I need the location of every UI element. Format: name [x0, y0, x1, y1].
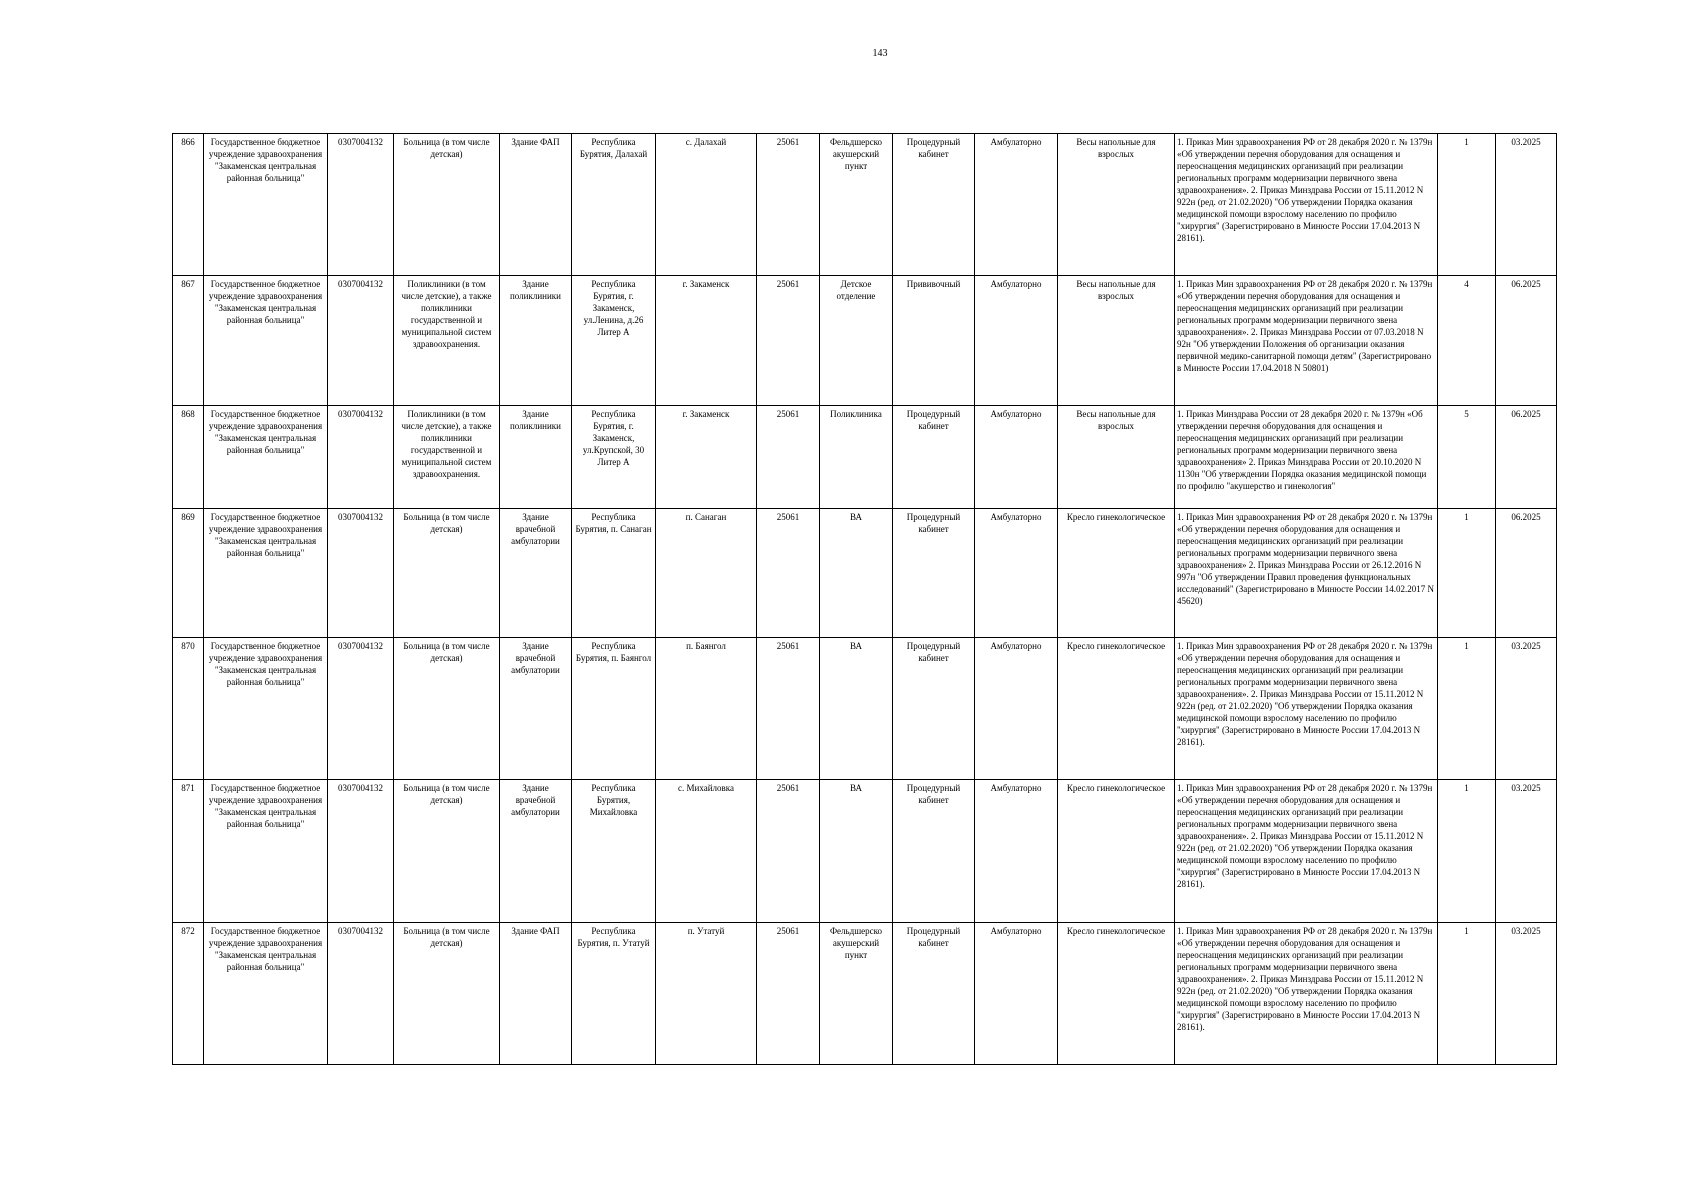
oktmo-code-cell: 25061 [757, 923, 820, 1065]
locality-cell: г. Закаменск [656, 276, 757, 406]
legal-basis-cell: 1. Приказ Мин здравоохранения РФ от 28 декабря 2020 г. № 1379н «Об утверждении перечня оборудования для оснащения и переоснащения медицинских организаций при реализации региональных программ модернизации первичного звена здравоохранения». 2. Приказ Минздрава России от 15.11.2012 N 922н (ред. от 21.02.2020) "Об утверждении Порядка оказания медицинской помощи взрослому населению по профилю "хирургия" (Зарегистрировано в Минюсте России 17.04.2013 N 28161). [1175, 923, 1438, 1065]
quantity-cell: 4 [1438, 276, 1496, 406]
organization-name-cell: Государственное бюджетное учреждение здравоохранения "Закаменская центральная районная больница" [204, 780, 328, 923]
building-name-cell: Здание врачебной амбулатории [500, 780, 572, 923]
facility-type-cell: Больница (в том числе детская) [394, 780, 500, 923]
locality-cell: п. Баянгол [656, 638, 757, 780]
room-type-cell: Процедурный кабинет [893, 134, 975, 276]
oktmo-code-cell: 25061 [757, 638, 820, 780]
legal-basis-cell: 1. Приказ Мин здравоохранения РФ от 28 декабря 2020 г. № 1379н «Об утверждении перечня оборудования для оснащения и переоснащения медицинских организаций при реализации региональных программ модернизации первичного звена здравоохранения». 2. Приказ Минздрава России от 15.11.2012 N 922н (ред. от 21.02.2020) "Об утверждении Порядка оказания медицинской помощи взрослому населению по профилю "хирургия" (Зарегистрировано в Минюсте России 17.04.2013 N 28161). [1175, 638, 1438, 780]
organization-name-cell: Государственное бюджетное учреждение здравоохранения "Закаменская центральная районная больница" [204, 923, 328, 1065]
locality-cell: п. Санаган [656, 509, 757, 638]
organization-name-cell: Государственное бюджетное учреждение здравоохранения "Закаменская центральная районная больница" [204, 509, 328, 638]
organization-name-cell: Государственное бюджетное учреждение здравоохранения "Закаменская центральная районная больница" [204, 406, 328, 509]
department-cell: Детское отделение [820, 276, 893, 406]
legal-basis-cell: 1. Приказ Минздрава России от 28 декабря 2020 г. № 1379н «Об утверждении перечня оборудования для оснащения и переоснащения медицинских организаций при реализации региональных программ модернизации первичного звена здравоохранения» 2. Приказ Минздрава России от 20.10.2020 N 1130н "Об утверждении Порядка оказания медицинской помощи по профилю "акушерство и гинекология" [1175, 406, 1438, 509]
room-type-cell: Процедурный кабинет [893, 509, 975, 638]
delivery-date-cell: 06.2025 [1496, 276, 1557, 406]
inn-code-cell: 0307004132 [328, 923, 394, 1065]
row-number-cell: 866 [173, 134, 204, 276]
inn-code-cell: 0307004132 [328, 276, 394, 406]
table-row [173, 638, 1557, 780]
address-cell: Республика Бурятия, Далахай [572, 134, 656, 276]
quantity-cell: 1 [1438, 638, 1496, 780]
address-cell: Республика Бурятия, г. Закаменск, ул.Ленина, д.26 Литер А [572, 276, 656, 406]
legal-basis-cell: 1. Приказ Мин здравоохранения РФ от 28 декабря 2020 г. № 1379н «Об утверждении перечня оборудования для оснащения и переоснащения медицинских организаций при реализации региональных программ модернизации первичного звена здравоохранения». 2. Приказ Минздрава России от 15.11.2012 N 922н (ред. от 21.02.2020) "Об утверждении Порядка оказания медицинской помощи взрослому населению по профилю "хирургия" (Зарегистрировано в Минюсте России 17.04.2013 N 28161). [1175, 134, 1438, 276]
organization-name-cell: Государственное бюджетное учреждение здравоохранения "Закаменская центральная районная больница" [204, 276, 328, 406]
locality-cell: с. Далахай [656, 134, 757, 276]
delivery-date-cell: 06.2025 [1496, 509, 1557, 638]
row-number-cell: 868 [173, 406, 204, 509]
facility-type-cell: Больница (в том числе детская) [394, 638, 500, 780]
equipment-name-cell: Кресло гинекологическое [1058, 923, 1175, 1065]
legal-basis-cell: 1. Приказ Мин здравоохранения РФ от 28 декабря 2020 г. № 1379н «Об утверждении перечня оборудования для оснащения и переоснащения медицинских организаций при реализации региональных программ модернизации первичного звена здравоохранения». 2. Приказ Минздрава России от 07.03.2018 N 92н "Об утверждении Положения об организации оказания первичной медико-санитарной помощи детям" (Зарегистрировано в Минюсте России 17.04.2018 N 50801) [1175, 276, 1438, 406]
quantity-cell: 1 [1438, 923, 1496, 1065]
oktmo-code-cell: 25061 [757, 509, 820, 638]
room-type-cell: Процедурный кабинет [893, 406, 975, 509]
care-mode-cell: Амбулаторно [975, 276, 1058, 406]
table-row [173, 406, 1557, 509]
legal-basis-cell: 1. Приказ Мин здравоохранения РФ от 28 декабря 2020 г. № 1379н «Об утверждении перечня оборудования для оснащения и переоснащения медицинских организаций при реализации региональных программ модернизации первичного звена здравоохранения». 2. Приказ Минздрава России от 15.11.2012 N 922н (ред. от 21.02.2020) "Об утверждении Порядка оказания медицинской помощи взрослому населению по профилю "хирургия" (Зарегистрировано в Минюсте России 17.04.2013 N 28161). [1175, 780, 1438, 923]
legal-basis-cell: 1. Приказ Мин здравоохранения РФ от 28 декабря 2020 г. № 1379н «Об утверждении перечня оборудования для оснащения и переоснащения медицинских организаций при реализации региональных программ модернизации первичного звена здравоохранения» 2. Приказ Минздрава России от 26.12.2016 N 997н "Об утверждении Правил проведения функциональных исследований" (Зарегистрировано в Минюсте России 14.02.2017 N 45620) [1175, 509, 1438, 638]
delivery-date-cell: 03.2025 [1496, 134, 1557, 276]
oktmo-code-cell: 25061 [757, 276, 820, 406]
row-number-cell: 870 [173, 638, 204, 780]
oktmo-code-cell: 25061 [757, 406, 820, 509]
care-mode-cell: Амбулаторно [975, 923, 1058, 1065]
care-mode-cell: Амбулаторно [975, 638, 1058, 780]
row-number-cell: 871 [173, 780, 204, 923]
quantity-cell: 5 [1438, 406, 1496, 509]
inn-code-cell: 0307004132 [328, 780, 394, 923]
building-name-cell: Здание врачебной амбулатории [500, 638, 572, 780]
care-mode-cell: Амбулаторно [975, 509, 1058, 638]
room-type-cell: Процедурный кабинет [893, 638, 975, 780]
table-row [173, 780, 1557, 923]
inn-code-cell: 0307004132 [328, 638, 394, 780]
delivery-date-cell: 03.2025 [1496, 780, 1557, 923]
equipment-name-cell: Весы напольные для взрослых [1058, 406, 1175, 509]
care-mode-cell: Амбулаторно [975, 780, 1058, 923]
equipment-name-cell: Кресло гинекологическое [1058, 509, 1175, 638]
address-cell: Республика Бурятия, г. Закаменск, ул.Крупской, 30 Литер А [572, 406, 656, 509]
department-cell: Фельдшерско акушерский пункт [820, 134, 893, 276]
building-name-cell: Здание врачебной амбулатории [500, 509, 572, 638]
equipment-registry-table [172, 133, 1557, 1065]
equipment-name-cell: Весы напольные для взрослых [1058, 134, 1175, 276]
address-cell: Республика Бурятия, Михайловка [572, 780, 656, 923]
facility-type-cell: Поликлиники (в том числе детские), а также поликлиники государственной и муниципальной систем здравоохранения. [394, 406, 500, 509]
department-cell: ВА [820, 638, 893, 780]
address-cell: Республика Бурятия, п. Утатуй [572, 923, 656, 1065]
care-mode-cell: Амбулаторно [975, 406, 1058, 509]
care-mode-cell: Амбулаторно [975, 134, 1058, 276]
oktmo-code-cell: 25061 [757, 780, 820, 923]
delivery-date-cell: 03.2025 [1496, 638, 1557, 780]
quantity-cell: 1 [1438, 509, 1496, 638]
table-row [173, 923, 1557, 1065]
address-cell: Республика Бурятия, п. Баянгол [572, 638, 656, 780]
registry-body [173, 134, 1557, 1065]
row-number-cell: 869 [173, 509, 204, 638]
page-number: 143 [872, 48, 888, 59]
inn-code-cell: 0307004132 [328, 134, 394, 276]
building-name-cell: Здание поликлиники [500, 406, 572, 509]
equipment-name-cell: Кресло гинекологическое [1058, 638, 1175, 780]
department-cell: ВА [820, 509, 893, 638]
table-row [173, 276, 1557, 406]
facility-type-cell: Больница (в том числе детская) [394, 509, 500, 638]
address-cell: Республика Бурятия, п. Санаган [572, 509, 656, 638]
delivery-date-cell: 03.2025 [1496, 923, 1557, 1065]
building-name-cell: Здание ФАП [500, 134, 572, 276]
facility-type-cell: Больница (в том числе детская) [394, 923, 500, 1065]
equipment-name-cell: Весы напольные для взрослых [1058, 276, 1175, 406]
department-cell: ВА [820, 780, 893, 923]
equipment-name-cell: Кресло гинекологическое [1058, 780, 1175, 923]
organization-name-cell: Государственное бюджетное учреждение здравоохранения "Закаменская центральная районная больница" [204, 134, 328, 276]
delivery-date-cell: 06.2025 [1496, 406, 1557, 509]
room-type-cell: Прививочный [893, 276, 975, 406]
locality-cell: с. Михайловка [656, 780, 757, 923]
oktmo-code-cell: 25061 [757, 134, 820, 276]
row-number-cell: 867 [173, 276, 204, 406]
table-row [173, 509, 1557, 638]
organization-name-cell: Государственное бюджетное учреждение здравоохранения "Закаменская центральная районная больница" [204, 638, 328, 780]
department-cell: Фельдшерско акушерский пункт [820, 923, 893, 1065]
inn-code-cell: 0307004132 [328, 406, 394, 509]
quantity-cell: 1 [1438, 780, 1496, 923]
quantity-cell: 1 [1438, 134, 1496, 276]
department-cell: Поликлиника [820, 406, 893, 509]
building-name-cell: Здание ФАП [500, 923, 572, 1065]
building-name-cell: Здание поликлиники [500, 276, 572, 406]
locality-cell: п. Утатуй [656, 923, 757, 1065]
table-row [173, 134, 1557, 276]
row-number-cell: 872 [173, 923, 204, 1065]
facility-type-cell: Больница (в том числе детская) [394, 134, 500, 276]
facility-type-cell: Поликлиники (в том числе детские), а также поликлиники государственной и муниципальной систем здравоохранения. [394, 276, 500, 406]
locality-cell: г. Закаменск [656, 406, 757, 509]
room-type-cell: Процедурный кабинет [893, 780, 975, 923]
inn-code-cell: 0307004132 [328, 509, 394, 638]
room-type-cell: Процедурный кабинет [893, 923, 975, 1065]
